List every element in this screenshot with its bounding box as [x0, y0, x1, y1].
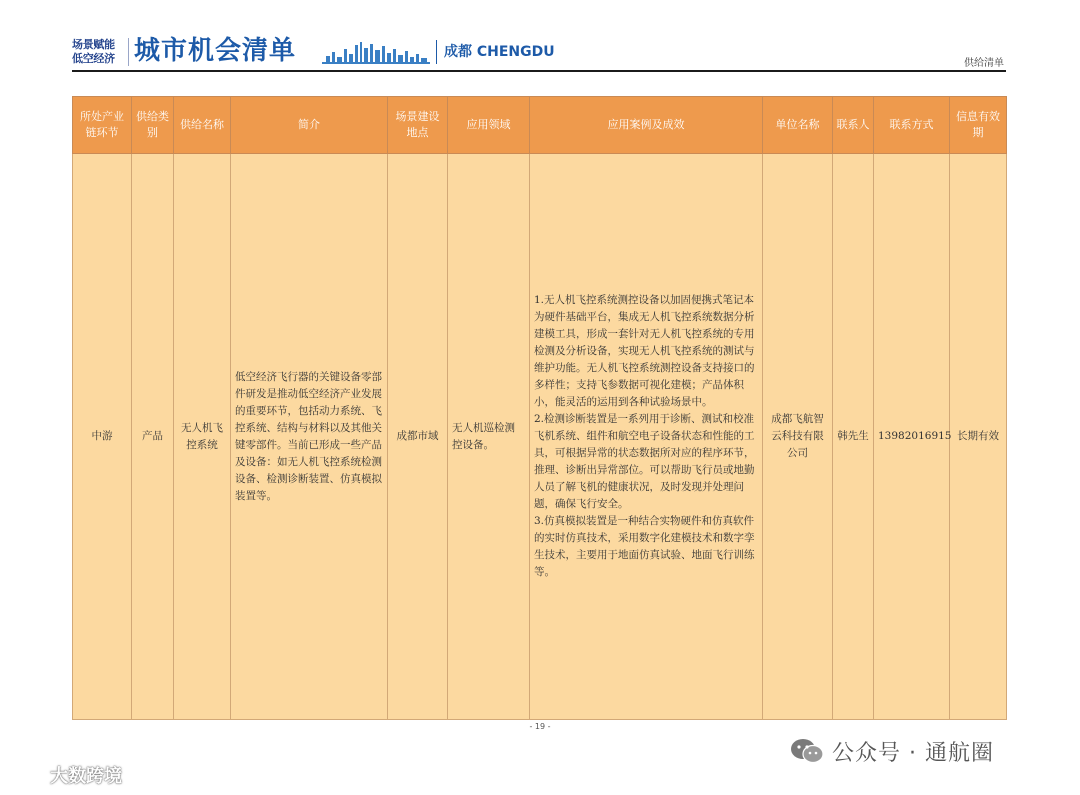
- page-header: [72, 34, 1006, 72]
- case-item-3: 3.仿真模拟装置是一种结合实物硬件和仿真软件的实时仿真技术，采用数字化建模技术和数字孪生技术，主要用于地面仿真试验、地面飞行训练等。: [534, 515, 755, 578]
- cell-validity: 长期有效: [950, 154, 1007, 720]
- cell-chain: 中游: [73, 154, 132, 720]
- city-skyline-icon: [322, 40, 430, 66]
- cell-contact: 韩先生: [833, 154, 874, 720]
- brand-slogan: [72, 38, 126, 66]
- cell-category: 产品: [132, 154, 174, 720]
- city-name: 成都 CHENGDU: [444, 44, 555, 60]
- page-number: - 19 -: [529, 722, 551, 731]
- document-title: 城市机会清单: [134, 36, 297, 66]
- column-header-phone: 联系方式: [874, 97, 950, 154]
- cell-phone: 13982016915: [874, 154, 950, 720]
- column-header-intro: 简介: [231, 97, 388, 154]
- column-header-cases: 应用案例及成效: [530, 97, 763, 154]
- column-header-validity: 信息有效期: [950, 97, 1007, 154]
- table-header-row: [73, 97, 1007, 154]
- brand-line-2: 低空经济: [72, 52, 115, 65]
- column-header-chain: 所处产业链环节: [73, 97, 132, 154]
- table-row: [73, 154, 1007, 720]
- cell-location: 成都市域: [388, 154, 448, 720]
- source-watermark: [10, 762, 122, 788]
- source-watermark-text: 大数跨境: [50, 766, 122, 787]
- cell-company: 成都飞航智云科技有限公司: [763, 154, 833, 720]
- city-divider: [436, 40, 437, 64]
- dashukuajing-logo: [10, 765, 46, 785]
- column-header-category: 供给类别: [132, 97, 174, 154]
- column-header-location: 场景建设地点: [388, 97, 448, 154]
- supply-table: [72, 96, 1007, 720]
- brand-line-1: 场景赋能: [72, 38, 115, 51]
- column-header-contact: 联系人: [833, 97, 874, 154]
- column-header-company: 单位名称: [763, 97, 833, 154]
- case-item-2: 2.检测诊断装置是一系列用于诊断、测试和校准飞机系统、组件和航空电子设备状态和性能的工具，可根据异常的状态数据所对应的程序环节，推理、诊断出异常部位。可以帮助飞行员或地勤人员了解飞机的健康状况，及时发现并处理问题，确保飞行安全。: [534, 413, 755, 510]
- case-item-1: 1.无人机飞控系统测控设备以加固便携式笔记本为硬件基础平台，集成无人机飞控系统数据分析建模工具，形成一套针对无人机飞控系统的专用检测及分析设备，实现无人机飞控系统的测试与维护功能。无人机飞控系统测控设备支持接口的多样性；支持飞参数据可视化建模；产品体积小，能灵活的运用到各种试验场景中。: [534, 294, 755, 408]
- wechat-watermark-text: 公众号 · 通航圈: [832, 740, 994, 766]
- header-rule: [72, 70, 1006, 72]
- column-header-field: 应用领域: [448, 97, 530, 154]
- column-header-name: 供给名称: [174, 97, 231, 154]
- wechat-watermark: [790, 736, 994, 766]
- supply-table-container: [72, 96, 1006, 720]
- cell-field: 无人机巡检测控设备。: [448, 154, 530, 720]
- brand-divider: [128, 38, 129, 66]
- cell-intro: 低空经济飞行器的关键设备零部件研发是推动低空经济产业发展的重要环节，包括动力系统、飞控系统、结构与材料以及其他关键零部件。当前已形成一些产品及设备：如无人机飞控系统检测设备、检测诊断装置、仿真模拟装置等。: [231, 154, 388, 720]
- cell-name: 无人机飞控系统: [174, 154, 231, 720]
- section-tag: 供给清单: [964, 58, 1004, 69]
- cell-cases: [530, 154, 763, 720]
- wechat-icon: [790, 738, 824, 764]
